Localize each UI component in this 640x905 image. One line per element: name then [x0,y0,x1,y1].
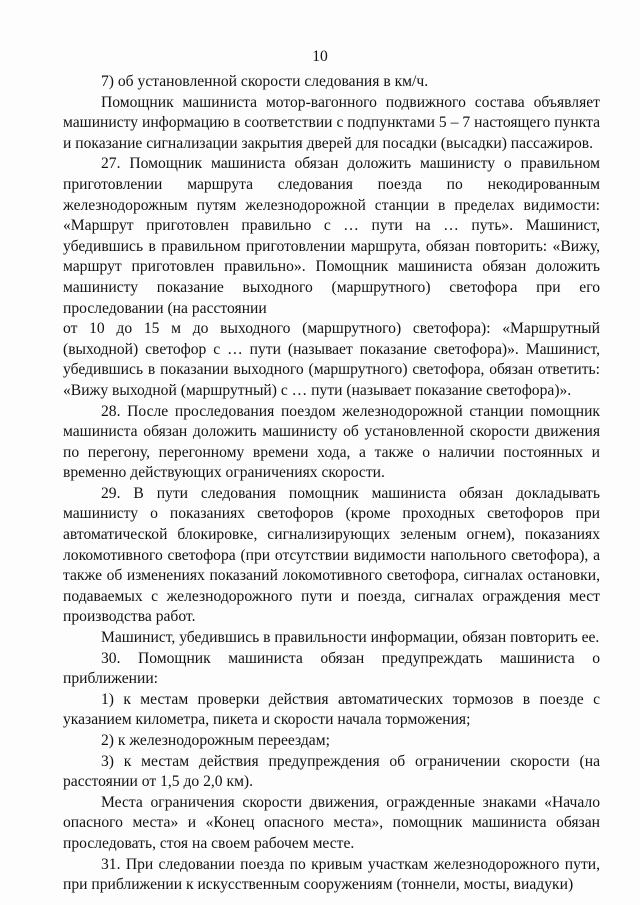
paragraph-30-item-3: 3) к местам действия предупреждения об ограничении скорости (на расстоянии от 1,5 до 2,0 км). [63,752,600,791]
paragraph-speed-item-7: 7) об установленной скорости следования в км/ч. [101,73,429,90]
paragraph-driver-repeat: Машинист, убедившись в правильности информации, обязан повторить ее. [101,629,600,647]
paragraph-30: 30. Помощник машиниста обязан предупреждать машиниста о приближении: [63,649,600,688]
paragraph-30-item-2: 2) к железнодорожным переездам; [101,732,330,749]
paragraph-mvps-assistant: Помощник машиниста мотор-вагонного подвижного состава объявляет машинисту информацию в соответствии с подпунктами 5 – 7 настоящего пункта и показание сигнализации закрытия дверей для посадки (высадки) пассажиров. [63,93,600,152]
paragraph-31: 31. При следовании поезда по кривым участкам железнодорожного пути, при приближении к искусственным сооружениям (тоннели, мосты, виадуки) [63,855,600,894]
paragraph-restricted-places: Места ограничения скорости движения, огражденные знаками «Начало опасного места» и «Конец опасного места», помощник машиниста обязан проследовать, стоя на своем рабочем месте. [63,793,600,852]
document-body [63,72,600,896]
paragraph-30-item-1: 1) к местам проверки действия автоматических тормозов в поезде с указанием километра, пикета и скорости начала торможения; [63,690,600,729]
paragraph-29: 29. В пути следования помощник машиниста обязан докладывать машинисту о показаниях светофоров (кроме проходных светофоров при автоматической блокировке, сигнализирующих зеленым огнем), показаниях локомотивного светофора (при отсутствии видимости напольного светофора), а также об изменениях показаний локомотивного светофора, сигналах остановки, подаваемых с железнодорожного пути и поезда, сигналах ограждения мест производства работ. [63,484,600,626]
paragraph-27-continued: от 10 до 15 м до выходного (маршрутного) светофора): «Маршрутный (выходной) светофор с … пути (называет показание светофора)». Машинист, убедившись в показании выходного (маршрутного) светофора, обязан ответить: «Вижу выходной (маршрутный) с … пути (называет показание светофора)». [63,320,600,399]
page-number: 10 [312,48,328,65]
paragraph-28: 28. После проследования поездом железнодорожной станции помощник машиниста обязан доложить машинисту об установленной скорости движения по перегону, перегонному времени хода, а также о наличии постоянных и временно действующих ограничениях скорости. [63,402,600,482]
paragraph-27: 27. Помощник машиниста обязан доложить машинисту о правильном приготовлении маршрута следования поезда по некодированным железнодорожным путям железнодорожной станции в пределах видимости: «Маршрут приготовлен правильно с … пути на … путь». Машинист, убедившись в правильном приготовлении маршрута, обязан повторить: «Вижу, маршрут приготовлен правильно». Помощник машиниста обязан доложить машинисту показание выходного (маршрутного) светофора при его проследовании (на расстоянии [63,155,600,317]
